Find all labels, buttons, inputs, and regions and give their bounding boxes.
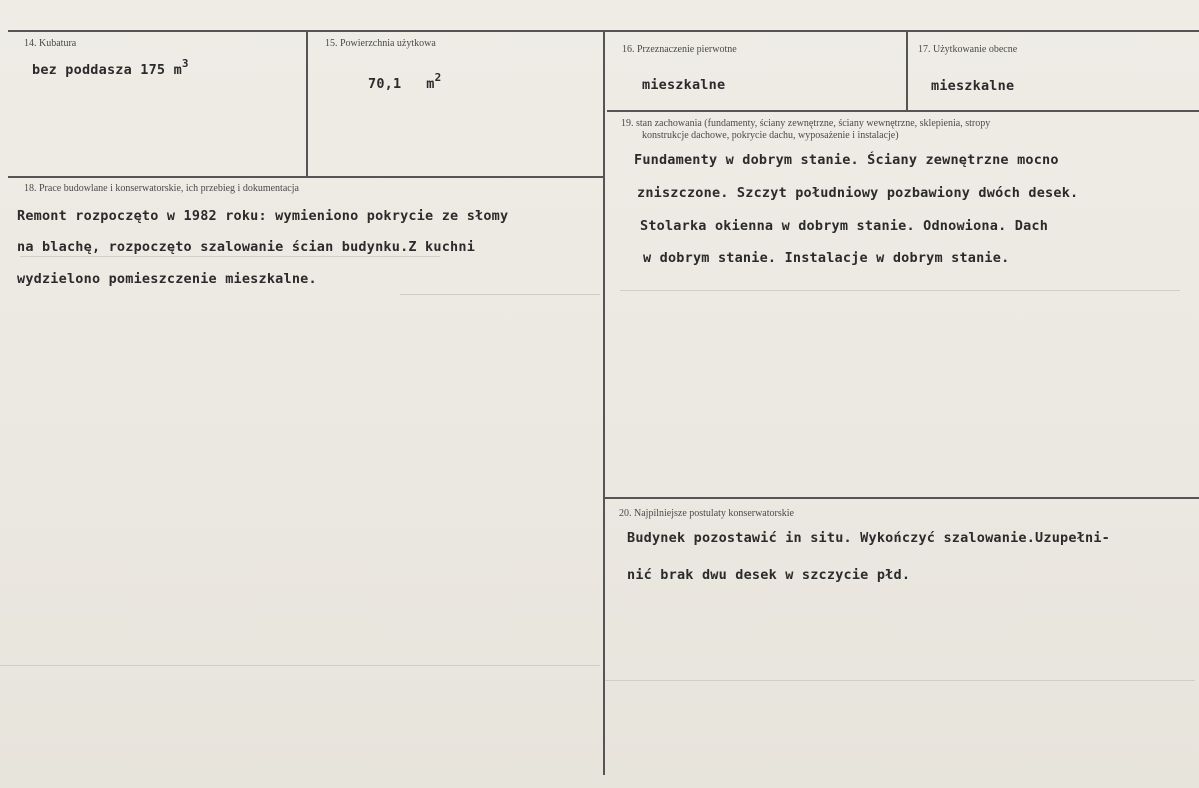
field-18-line-2: na blachę, rozpoczęto szalowanie ścian budynku.Z kuchni [17, 239, 476, 255]
field-14-value [32, 57, 189, 78]
field-17-label: 17. Użytkowanie obecne [918, 44, 1018, 55]
field-15-value-text: 70,1 m [368, 76, 435, 92]
field-19-label-cont: konstrukcje dachowe, pokrycie dachu, wyposażenie i instalacje) [642, 130, 899, 141]
col-divider-16-17 [906, 30, 908, 111]
field-14-label: 14. Kubatura [24, 38, 77, 49]
field-19-line-4: w dobrym stanie. Instalacje w dobrym stanie. [643, 250, 1010, 266]
field-16-label: 16. Przeznaczenie pierwotne [622, 44, 737, 55]
show-through-line [400, 294, 600, 295]
field-14-value-text: bez poddasza 175 m [32, 62, 182, 78]
field-15-unit-exponent: 2 [434, 71, 442, 84]
field-20-line-2: nić brak dwu desek w szczycie płd. [627, 567, 911, 583]
row-divider-right-bottom [604, 497, 1199, 499]
show-through-line [0, 665, 600, 666]
field-16-value: mieszkalne [642, 77, 726, 93]
field-19-line-2: zniszczone. Szczyt południowy pozbawiony dwóch desek. [637, 185, 1079, 201]
field-18-label: 18. Prace budowlane i konserwatorskie, ich przebieg i dokumentacja [24, 183, 299, 194]
field-18-line-1: Remont rozpoczęto w 1982 roku: wymieniono pokrycie ze słomy [17, 208, 509, 224]
field-20-label: 20. Najpilniejsze postulaty konserwatorskie [619, 508, 794, 519]
row-divider-right-top [607, 110, 1199, 112]
field-15-value [368, 71, 442, 92]
show-through-line [20, 256, 440, 257]
field-14-unit-exponent: 3 [181, 57, 189, 70]
field-15-label: 15. Powierzchnia użytkowa [325, 38, 436, 49]
field-20-line-1: Budynek pozostawić in situ. Wykończyć szalowanie.Uzupełni- [627, 530, 1111, 546]
show-through-line [620, 290, 1180, 291]
field-19-line-1: Fundamenty w dobrym stanie. Ściany zewnętrzne mocno [634, 152, 1059, 168]
field-18-line-3: wydzielono pomieszczenie mieszkalne. [17, 271, 317, 287]
field-19-line-3: Stolarka okienna w dobrym stanie. Odnowiona. Dach [640, 218, 1049, 234]
col-divider-14-15 [306, 30, 308, 177]
field-17-value: mieszkalne [931, 78, 1015, 94]
field-19-label: 19. stan zachowania (fundamenty, ściany zewnętrzne, ściany wewnętrzne, sklepienia, stropy [621, 118, 991, 129]
show-through-line [605, 680, 1195, 681]
col-divider-main [603, 30, 605, 775]
